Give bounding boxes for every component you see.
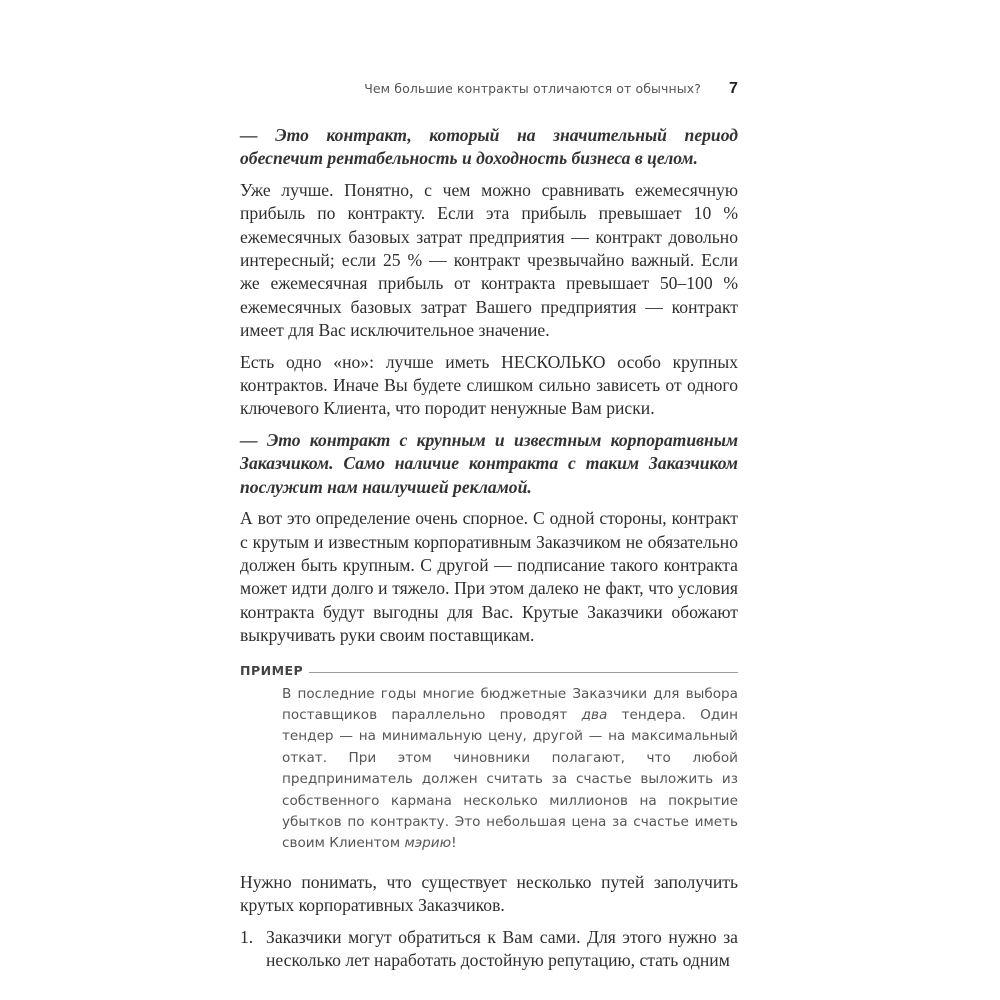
running-head bbox=[240, 79, 738, 99]
book-page bbox=[240, 0, 738, 972]
example-label: ПРИМЕР bbox=[240, 662, 304, 678]
list-text: Заказчики могут обратиться к Вам сами. Для этого нужно за несколько лет наработать достойную репутацию, стать одним bbox=[266, 926, 738, 970]
paragraph-several-contracts: Есть одно «но»: лучше иметь НЕСКОЛЬКО особо крупных контрактов. Иначе Вы будете слишком сильно зависеть от одного ключевого Клиента, что породит ненужные Вам риски. bbox=[240, 351, 738, 419]
paragraph-profit: Уже лучше. Понятно, с чем можно сравнивать ежемесячную прибыль по контракту. Если эта прибыль превышает 10 % ежемесячных базовых затрат предприятия — контракт довольно интересный; если 25 % — контракт чрезвычайно важный. Если же ежемесячная прибыль от контракта превышает 50–100 % ежемесячных базовых затрат Вашего предприятия — контракт имеет для Вас исключительное значение. bbox=[240, 179, 738, 341]
list-number: 1. bbox=[240, 926, 254, 947]
paragraph-definition-2: — Это контракт с крупным и известным корпоративным Заказчиком. Само наличие контракта с таким Заказчиком послужит нам наилучшей рекламой. bbox=[240, 429, 738, 497]
example-header bbox=[240, 662, 738, 680]
example-body bbox=[282, 684, 738, 855]
example-text-2: тендера. Один тендер — на минимальную цену, другой — на максимальный откат. При этом чиновники полагают, что любой предприниматель должен считать за счастье выложить из собственного кармана несколько миллионов на покрытие убытков по контракту. Это небольшая цена за счастье иметь своим Клиентом bbox=[282, 706, 738, 852]
example-emphasis-1: два bbox=[581, 706, 608, 723]
numbered-list bbox=[240, 926, 738, 973]
paragraph-ways: Нужно понимать, что существует несколько путей заполучить крутых корпоративных Заказчиков. bbox=[240, 871, 738, 916]
example-text-3: ! bbox=[451, 835, 457, 852]
paragraph-definition-1: — Это контракт, который на значительный период обеспечит рентабельность и доходность бизнеса в целом. bbox=[240, 125, 738, 169]
paragraph-disputable: А вот это определение очень спорное. С одной стороны, контракт с крутым и известным корпоративным Заказчиком не обязательно должен быть крупным. С другой — подписание такого контракта может идти долго и тяжело. При этом далеко не факт, что условия контракта будут выгодны для Вас. Крутые Заказчики обожают выкручивать руки своим поставщикам. bbox=[240, 508, 738, 646]
example-emphasis-2: мэрию bbox=[404, 835, 452, 852]
example-text-1: В последние годы многие бюджетные Заказчики для выбора поставщиков параллельно проводят bbox=[282, 685, 738, 723]
main-text bbox=[240, 124, 738, 648]
example-divider bbox=[309, 672, 738, 673]
running-title: Чем большие контракты отличаются от обычных? bbox=[364, 81, 701, 96]
list-item bbox=[240, 926, 738, 973]
example-box bbox=[240, 662, 738, 855]
page-number: 7 bbox=[729, 80, 738, 97]
